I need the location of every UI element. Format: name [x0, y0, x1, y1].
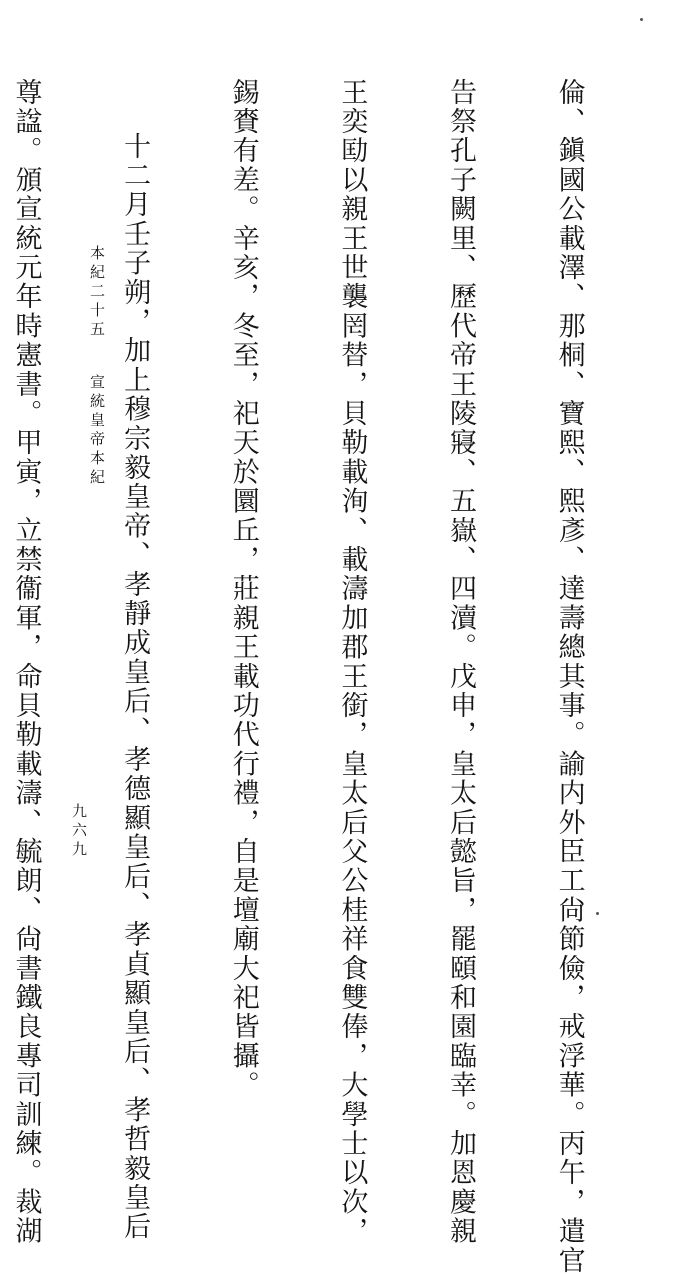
text-column: 錫賚有差。辛亥，冬至，祀天於圜丘，莊親王載功代行禮，自是壇廟大祀皆攝。 — [227, 78, 259, 1100]
text-column: 尊諡。頒宣統元年時憲書。甲寅，立禁衞軍，命貝勒載濤、毓朗、尙書鐵良專司訓練。裁湖 — [10, 78, 42, 1246]
print-speck — [640, 18, 643, 21]
chapter-label: 本紀二十五 — [88, 245, 106, 341]
text-column: 倫、鎭國公載澤、那桐、寶熙、熙彥、達壽總其事。諭内外臣工尙節儉，戒浮華。丙午，遣官 — [553, 78, 585, 1275]
text-column: 告祭孔子闕里、歷代帝王陵寢、五嶽、四瀆。戊申，皇太后懿旨，罷頤和園臨幸。加恩慶親 — [444, 78, 476, 1246]
text-column: 王奕劻以親王世襲罔替，貝勒載洵、載濤加郡王銜，皇太后父公桂祥食雙俸，大學士以次， — [336, 78, 368, 1246]
page-title: 宣統皇帝本紀 — [88, 374, 106, 489]
page-number: 九六九 — [70, 803, 88, 860]
running-head — [70, 210, 124, 488]
print-speck — [596, 912, 599, 915]
text-column: 十二月壬子朔，加上穆宗毅皇帝、孝靜成皇后、孝德顯皇后、孝貞顯皇后、孝哲毅皇后 — [119, 132, 151, 1242]
